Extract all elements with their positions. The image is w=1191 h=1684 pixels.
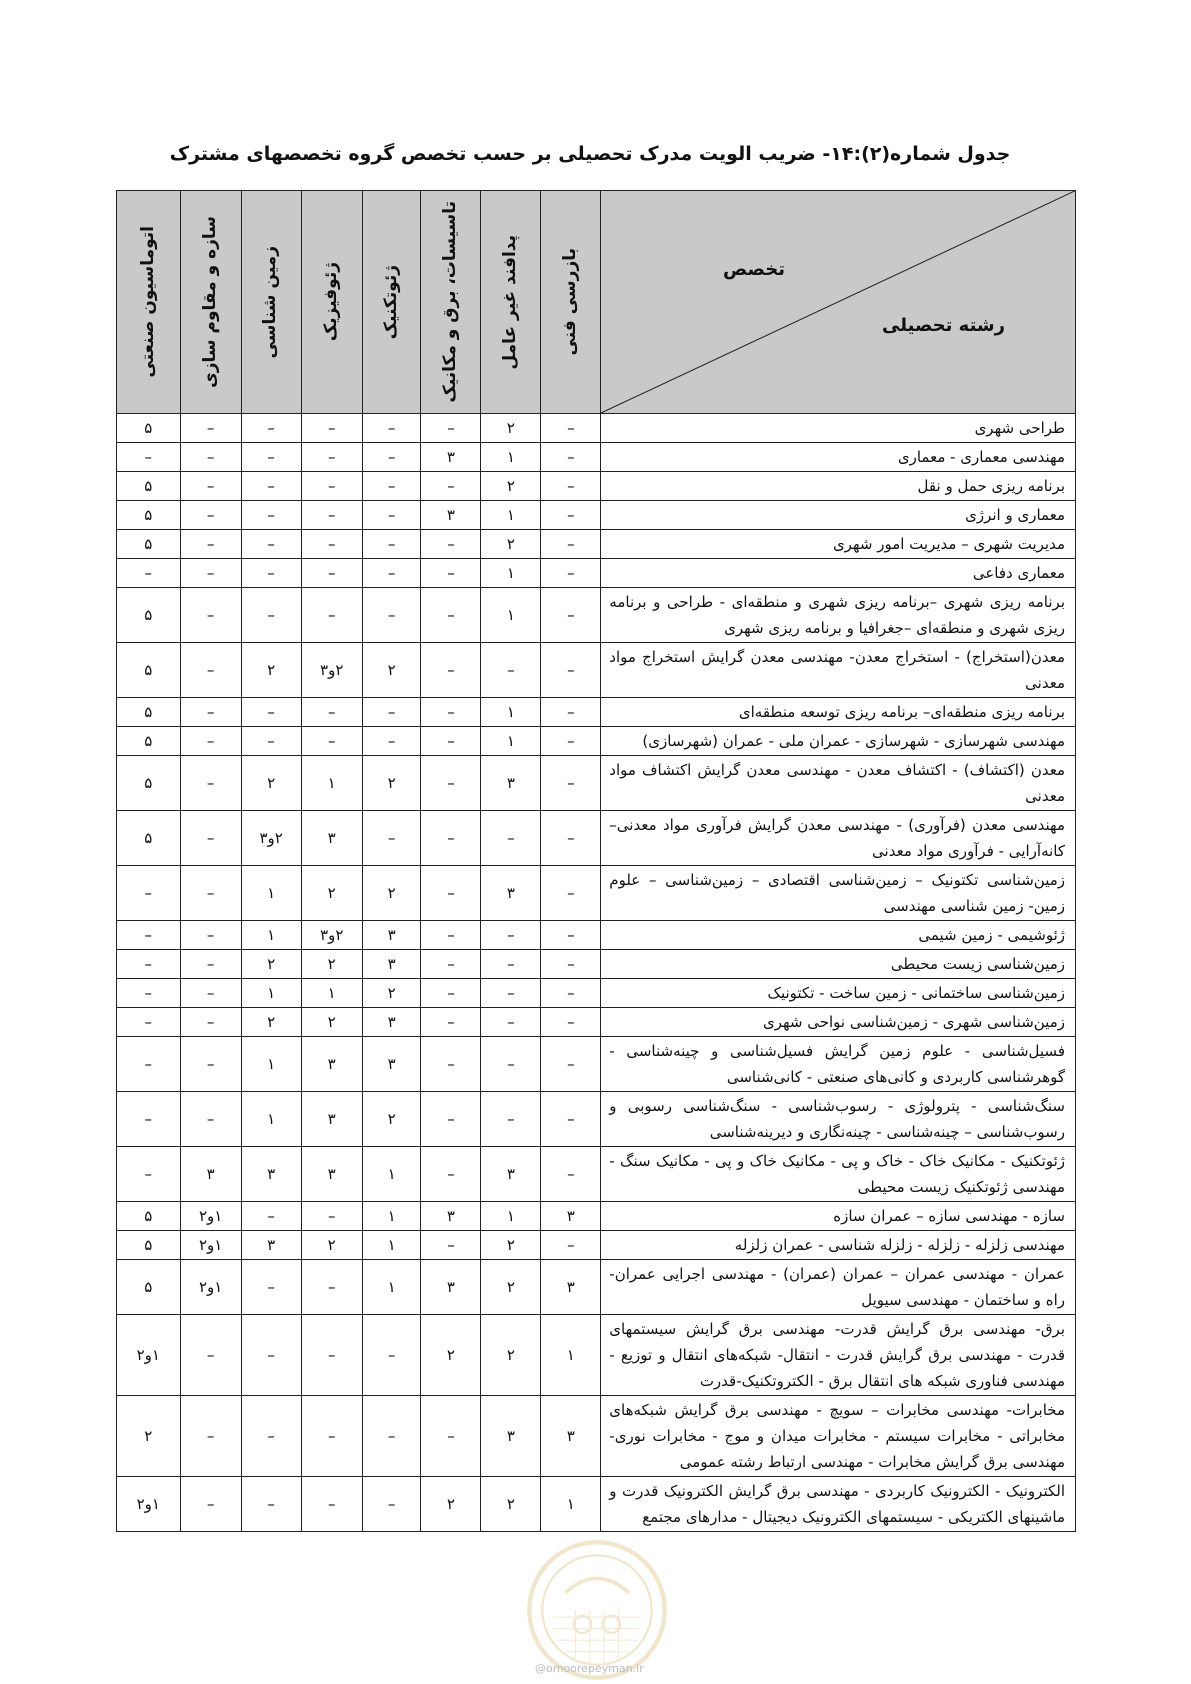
coefficient-cell: – (421, 921, 481, 950)
coefficient-cell: – (180, 921, 241, 950)
coefficient-cell: – (541, 1092, 601, 1147)
coefficient-cell: – (362, 588, 421, 643)
coefficient-cell: – (362, 414, 421, 443)
coefficient-cell: ۱ (362, 1231, 421, 1260)
field-name: معدن (اکتشاف) - اکتشاف معدن - مهندسی معدن گرایش اکتشاف مواد معدنی (601, 756, 1076, 811)
field-name: مهندسی معماری - معماری (601, 443, 1076, 472)
field-name: مهندسی زلزله - زلزله - زلزله شناسی - عمران زلزله (601, 1231, 1076, 1260)
coefficient-cell: – (301, 530, 362, 559)
coefficient-cell: – (481, 1008, 541, 1037)
diagonal-divider (601, 191, 1075, 413)
coefficient-cell: ۱ (481, 443, 541, 472)
coefficient-cell: – (481, 811, 541, 866)
coefficient-cell: – (362, 727, 421, 756)
coefficient-table (116, 190, 1076, 1532)
coefficient-cell: – (180, 559, 241, 588)
coefficient-cell: – (541, 501, 601, 530)
coefficient-cell: ۱ (301, 979, 362, 1008)
table-row (117, 727, 1076, 756)
field-name: طراحی شهری (601, 414, 1076, 443)
table-row (117, 1396, 1076, 1477)
coefficient-cell: – (301, 698, 362, 727)
field-name: سازه - مهندسی سازه – عمران سازه (601, 1202, 1076, 1231)
coefficient-cell: ۲ (362, 1092, 421, 1147)
coefficient-cell: – (541, 643, 601, 698)
coefficient-cell: ۳ (421, 443, 481, 472)
field-name: الکترونیک - الکترونیک کاربردی - مهندسی برق گرایش الکترونیک قدرت و ماشینهای الکتریکی - سیستمهای الکترونیک دیجیتال - مدارهای مجتمع (601, 1477, 1076, 1532)
table-row (117, 1477, 1076, 1532)
coefficient-cell: – (301, 1260, 362, 1315)
table-row (117, 921, 1076, 950)
coefficient-cell: – (362, 530, 421, 559)
coefficient-cell: – (421, 588, 481, 643)
coefficient-cell: – (481, 1092, 541, 1147)
table-row (117, 950, 1076, 979)
coefficient-cell: ۳ (301, 811, 362, 866)
coefficient-cell: – (541, 472, 601, 501)
corner-cell (601, 191, 1076, 414)
coefficient-cell: ۳ (481, 756, 541, 811)
coefficient-cell: – (362, 1477, 421, 1532)
column-header-label: سازه و مقاوم سازی (199, 216, 220, 388)
table-body (117, 414, 1076, 1532)
coefficient-cell: ۵ (117, 756, 181, 811)
coefficient-cell: ۵ (117, 698, 181, 727)
coefficient-cell: – (180, 501, 241, 530)
column-header (421, 191, 481, 414)
coefficient-cell: – (301, 414, 362, 443)
coefficient-cell: ۱و۲ (117, 1315, 181, 1396)
coefficient-cell: – (180, 950, 241, 979)
column-header-label: تاسیسات، برق و مکانیک (440, 201, 461, 403)
coefficient-cell: – (117, 1092, 181, 1147)
coefficient-cell: – (241, 727, 301, 756)
table-row (117, 1231, 1076, 1260)
coefficient-cell: ۳ (362, 1008, 421, 1037)
field-name: معماری و انرژی (601, 501, 1076, 530)
coefficient-cell: – (362, 1396, 421, 1477)
coefficient-cell: ۳ (241, 1231, 301, 1260)
coefficient-cell: ۲ (241, 1008, 301, 1037)
coefficient-cell: ۲ (481, 530, 541, 559)
coefficient-cell: – (241, 414, 301, 443)
coefficient-cell: ۱ (481, 501, 541, 530)
table-row (117, 756, 1076, 811)
coefficient-cell: – (301, 1477, 362, 1532)
coefficient-cell: ۳ (362, 921, 421, 950)
coefficient-cell: ۲ (421, 1477, 481, 1532)
column-header (481, 191, 541, 414)
table-row (117, 643, 1076, 698)
coefficient-cell: ۱ (241, 1037, 301, 1092)
coefficient-cell: ۲ (481, 1315, 541, 1396)
table-row (117, 1037, 1076, 1092)
coefficient-cell: – (180, 979, 241, 1008)
coefficient-cell: – (421, 979, 481, 1008)
corner-label-specialty: تخصص (722, 259, 785, 280)
coefficient-cell: ۱ (362, 1147, 421, 1202)
coefficient-cell: ۳ (180, 1147, 241, 1202)
coefficient-cell: – (421, 866, 481, 921)
table-row (117, 866, 1076, 921)
coefficient-cell: ۱ (241, 866, 301, 921)
column-header-label: ژئوتکنیک (380, 264, 401, 340)
column-header (541, 191, 601, 414)
coefficient-cell: – (241, 1260, 301, 1315)
coefficient-cell: ۲ (301, 866, 362, 921)
table-row (117, 1092, 1076, 1147)
coefficient-cell: – (421, 472, 481, 501)
field-name: ژئوتکنیک - مکانیک خاک - خاک و پی - مکانیک خاک و پی - مکانیک سنگ - مهندسی ژئوتکنیک زیست محیطی (601, 1147, 1076, 1202)
table-row (117, 811, 1076, 866)
coefficient-cell: ۲ (241, 756, 301, 811)
field-name: مدیریت شهری – مدیریت امور شهری (601, 530, 1076, 559)
coefficient-cell: ۲ (362, 866, 421, 921)
coefficient-cell: ۲ (362, 756, 421, 811)
footer-site: @omoorepeyman.ir (535, 1662, 644, 1675)
coefficient-cell: – (421, 1037, 481, 1092)
coefficient-cell: ۱ (481, 698, 541, 727)
coefficient-cell: – (541, 1037, 601, 1092)
coefficient-cell: – (541, 698, 601, 727)
coefficient-cell: – (301, 1202, 362, 1231)
coefficient-cell: – (541, 443, 601, 472)
coefficient-cell: ۱ (481, 588, 541, 643)
coefficient-cell: – (421, 559, 481, 588)
coefficient-cell: – (180, 698, 241, 727)
field-name: مهندسی شهرسازی - شهرسازی - عمران ملی - عمران (شهرسازی) (601, 727, 1076, 756)
coefficient-cell: – (541, 811, 601, 866)
coefficient-cell: – (180, 866, 241, 921)
column-header (362, 191, 421, 414)
coefficient-cell: – (117, 1147, 181, 1202)
coefficient-cell: ۳ (541, 1260, 601, 1315)
coefficient-cell: – (421, 698, 481, 727)
coefficient-cell: – (180, 1315, 241, 1396)
table-row (117, 1147, 1076, 1202)
column-header-label: پدافند غیر عامل (500, 234, 521, 370)
coefficient-cell: ۳ (481, 1396, 541, 1477)
coefficient-cell: ۳ (421, 501, 481, 530)
coefficient-cell: ۲ (481, 472, 541, 501)
table-row (117, 1202, 1076, 1231)
field-name: عمران - مهندسی عمران – عمران (عمران) - مهندسی اجرایی عمران- راه و ساختمان - مهندسی سیویل (601, 1260, 1076, 1315)
coefficient-cell: ۲ (481, 1260, 541, 1315)
coefficient-cell: ۵ (117, 727, 181, 756)
coefficient-cell: – (421, 1147, 481, 1202)
coefficient-cell: ۱ (241, 979, 301, 1008)
header-row (117, 191, 1076, 414)
coefficient-cell: ۳ (541, 1396, 601, 1477)
coefficient-cell: – (180, 727, 241, 756)
coefficient-cell: – (117, 443, 181, 472)
coefficient-cell: ۲ (117, 1396, 181, 1477)
coefficient-cell: – (541, 979, 601, 1008)
coefficient-cell: ۵ (117, 1231, 181, 1260)
coefficient-cell: – (241, 530, 301, 559)
coefficient-cell: – (241, 443, 301, 472)
coefficient-cell: – (117, 1037, 181, 1092)
coefficient-cell: ۱ (541, 1315, 601, 1396)
corner-label-field: رشته تحصیلی (882, 315, 1005, 336)
coefficient-cell: – (362, 811, 421, 866)
column-header (241, 191, 301, 414)
coefficient-cell: ۱و۲ (180, 1231, 241, 1260)
field-name: زمین‌شناسی زیست محیطی (601, 950, 1076, 979)
coefficient-cell: ۵ (117, 472, 181, 501)
coefficient-cell: – (301, 472, 362, 501)
coefficient-cell: ۳ (241, 1147, 301, 1202)
table-row (117, 698, 1076, 727)
coefficient-cell: – (421, 950, 481, 979)
coefficient-cell: – (541, 756, 601, 811)
coefficient-cell: ۳ (301, 1092, 362, 1147)
coefficient-cell: – (301, 559, 362, 588)
coefficient-cell: – (481, 643, 541, 698)
coefficient-cell: ۱ (362, 1202, 421, 1231)
coefficient-cell: ۲ (481, 414, 541, 443)
coefficient-cell: ۱ (481, 1202, 541, 1231)
coefficient-cell: – (180, 588, 241, 643)
coefficient-cell: – (241, 698, 301, 727)
coefficient-cell: – (180, 1037, 241, 1092)
coefficient-cell: – (541, 950, 601, 979)
coefficient-cell: – (421, 530, 481, 559)
coefficient-cell: ۵ (117, 1260, 181, 1315)
coefficient-cell: – (180, 1092, 241, 1147)
column-header-label: زمین شناسی (260, 245, 281, 359)
coefficient-cell: – (241, 501, 301, 530)
coefficient-cell: ۱و۲ (117, 1477, 181, 1532)
coefficient-cell: – (117, 950, 181, 979)
coefficient-cell: – (180, 1008, 241, 1037)
coefficient-cell: – (180, 530, 241, 559)
coefficient-cell: – (301, 501, 362, 530)
coefficient-cell: ۱ (241, 1092, 301, 1147)
coefficient-cell: – (180, 414, 241, 443)
coefficient-cell: – (421, 811, 481, 866)
coefficient-cell: – (117, 559, 181, 588)
coefficient-cell: ۲و۳ (301, 643, 362, 698)
coefficient-cell: – (421, 1396, 481, 1477)
coefficient-cell: – (362, 1315, 421, 1396)
coefficient-cell: ۳ (362, 950, 421, 979)
coefficient-cell: ۱ (481, 559, 541, 588)
table-row (117, 1260, 1076, 1315)
coefficient-cell: – (241, 559, 301, 588)
table-row (117, 472, 1076, 501)
coefficient-cell: – (481, 1037, 541, 1092)
coefficient-cell: – (362, 472, 421, 501)
field-name: برق- مهندسی برق گرایش قدرت- مهندسی برق گرایش سیستمهای قدرت - مهندسی برق گرایش قدرت - انتقال- شبکه‌های انتقال و توزیع - مهندسی فناوری شبکه های انتقال برق - الکتروتکنیک-قدرت (601, 1315, 1076, 1396)
coefficient-cell: – (241, 1315, 301, 1396)
coefficient-cell: – (301, 588, 362, 643)
coefficient-cell: – (541, 727, 601, 756)
coefficient-cell: ۲ (301, 950, 362, 979)
coefficient-cell: ۱و۲ (180, 1202, 241, 1231)
coefficient-cell: – (362, 698, 421, 727)
field-name: معدن(استخراج) - استخراج معدن- مهندسی معدن گرایش استخراج مواد معدنی (601, 643, 1076, 698)
coefficient-cell: ۳ (481, 866, 541, 921)
coefficient-cell: – (180, 1396, 241, 1477)
coefficient-cell: ۳ (421, 1260, 481, 1315)
field-name: زمین‌شناسی تکتونیک – زمین‌شناسی اقتصادی – زمین‌شناسی – علوم زمین- زمین شناسی مهندسی (601, 866, 1076, 921)
coefficient-cell: – (421, 1231, 481, 1260)
coefficient-cell: – (421, 1092, 481, 1147)
coefficient-cell: ۳ (362, 1037, 421, 1092)
coefficient-cell: – (362, 443, 421, 472)
coefficient-cell: – (541, 866, 601, 921)
coefficient-cell: ۲ (301, 1008, 362, 1037)
coefficient-cell: – (117, 921, 181, 950)
coefficient-cell: ۵ (117, 414, 181, 443)
coefficient-cell: – (421, 643, 481, 698)
coefficient-cell: – (541, 1231, 601, 1260)
table-row (117, 530, 1076, 559)
table-row (117, 1315, 1076, 1396)
coefficient-cell: – (241, 1202, 301, 1231)
page-title: جدول شماره(۲):۱۴- ضریب الویت مدرک تحصیلی بر حسب تخصص گروه تخصصهای مشترک (169, 143, 1011, 165)
coefficient-cell: ۵ (117, 643, 181, 698)
table-row (117, 443, 1076, 472)
coefficient-cell: ۱و۲ (180, 1260, 241, 1315)
table-row (117, 414, 1076, 443)
coefficient-cell: – (421, 1008, 481, 1037)
coefficient-cell: – (481, 950, 541, 979)
table-row (117, 979, 1076, 1008)
coefficient-cell: ۱ (541, 1477, 601, 1532)
coefficient-cell: – (421, 414, 481, 443)
coefficient-cell: ۵ (117, 1202, 181, 1231)
coefficient-cell: – (421, 727, 481, 756)
coefficient-cell: – (180, 443, 241, 472)
field-name: مخابرات- مهندسی مخابرات – سویچ - مهندسی برق گرایش شبکه‌های مخابراتی - مخابرات سیستم - مخابرات میدان و موج - مخابرات نوری- مهندسی برق گرایش مخابرات - مهندسی ارتباط رشته عمومی (601, 1396, 1076, 1477)
field-name: مهندسی معدن (فرآوری) - مهندسی معدن گرایش فرآوری مواد معدنی– کانه‌آرایی - فرآوری مواد معدنی (601, 811, 1076, 866)
field-name: زمین‌شناسی شهری - زمین‌شناسی نواحی شهری (601, 1008, 1076, 1037)
field-name: برنامه ریزی حمل و نقل (601, 472, 1076, 501)
coefficient-cell: ۳ (541, 1202, 601, 1231)
coefficient-cell: – (301, 1396, 362, 1477)
coefficient-cell: – (117, 866, 181, 921)
coefficient-cell: ۲ (421, 1315, 481, 1396)
table-row (117, 1008, 1076, 1037)
coefficient-cell: – (481, 979, 541, 1008)
column-header (180, 191, 241, 414)
coefficient-cell: – (241, 1396, 301, 1477)
coefficient-cell: – (241, 588, 301, 643)
coefficient-cell: – (481, 921, 541, 950)
field-name: برنامه ریزی شهری –برنامه ریزی شهری و منطقه‌ای - طراحی و برنامه ریزی شهری و منطقه‌ای –جغرافیا و برنامه ریزی شهری (601, 588, 1076, 643)
coefficient-cell: – (180, 643, 241, 698)
coefficient-cell: ۲و۳ (241, 811, 301, 866)
coefficient-cell: ۱ (301, 756, 362, 811)
column-header-label: ژئوفیزیک (320, 262, 341, 342)
coefficient-cell: – (117, 979, 181, 1008)
table-row (117, 501, 1076, 530)
coefficient-cell: – (180, 756, 241, 811)
coefficient-cell: – (180, 811, 241, 866)
coefficient-cell: ۳ (301, 1147, 362, 1202)
coefficient-cell: ۵ (117, 501, 181, 530)
coefficient-cell: ۵ (117, 588, 181, 643)
coefficient-cell: – (421, 756, 481, 811)
coefficient-cell: – (362, 559, 421, 588)
coefficient-cell: ۲ (301, 1231, 362, 1260)
coefficient-cell: – (541, 530, 601, 559)
field-name: فسیل‌شناسی - علوم زمین گرایش فسیل‌شناسی و چینه‌شناسی - گوهرشناسی کاربردی و کانی‌های صنعتی - کانی‌شناسی (601, 1037, 1076, 1092)
coefficient-cell: – (241, 1477, 301, 1532)
table-row (117, 559, 1076, 588)
coefficient-cell: – (541, 559, 601, 588)
coefficient-cell: – (541, 588, 601, 643)
coefficient-cell: ۳ (481, 1147, 541, 1202)
field-name: سنگ‌شناسی - پترولوژی - رسوب‌شناسی - سنگ‌شناسی رسوبی و رسوب‌شناسی – چینه‌شناسی - چینه‌نگاری و دیرینه‌شناسی (601, 1092, 1076, 1147)
coefficient-cell: ۲ (241, 950, 301, 979)
coefficient-cell: ۲ (481, 1477, 541, 1532)
column-header (301, 191, 362, 414)
coefficient-cell: – (362, 501, 421, 530)
coefficient-cell: ۲ (481, 1231, 541, 1260)
coefficient-cell: ۱ (481, 727, 541, 756)
coefficient-cell: – (117, 1008, 181, 1037)
coefficient-cell: – (301, 443, 362, 472)
coefficient-cell: ۲ (241, 643, 301, 698)
coefficient-cell: – (301, 1315, 362, 1396)
coefficient-cell: ۲ (362, 979, 421, 1008)
coefficient-cell: – (180, 472, 241, 501)
coefficient-cell: – (541, 414, 601, 443)
coefficient-cell: ۲و۳ (301, 921, 362, 950)
coefficient-cell: – (541, 921, 601, 950)
coefficient-cell: – (541, 1147, 601, 1202)
table-row (117, 588, 1076, 643)
coefficient-cell: – (541, 1008, 601, 1037)
column-header-label: بازرسی فنی (560, 248, 581, 356)
coefficient-cell: – (180, 1477, 241, 1532)
coefficient-cell: ۲ (362, 643, 421, 698)
field-name: زمین‌شناسی ساختمانی - زمین ساخت - تکتونیک (601, 979, 1076, 1008)
coefficient-cell: – (241, 472, 301, 501)
coefficient-cell: – (301, 727, 362, 756)
coefficient-cell: ۵ (117, 811, 181, 866)
coefficient-cell: ۵ (117, 530, 181, 559)
field-name: ژئوشیمی - زمین شیمی (601, 921, 1076, 950)
coefficient-cell: ۳ (421, 1202, 481, 1231)
coefficient-cell: ۱ (241, 921, 301, 950)
field-name: برنامه ریزی منطقه‌ای– برنامه ریزی توسعه منطقه‌ای (601, 698, 1076, 727)
watermark-logo-icon (525, 1538, 669, 1682)
column-header (117, 191, 181, 414)
coefficient-cell: ۳ (301, 1037, 362, 1092)
column-header-label: اتوماسیون صنعتی (137, 226, 158, 378)
field-name: معماری دفاعی (601, 559, 1076, 588)
coefficient-cell: ۱ (362, 1260, 421, 1315)
